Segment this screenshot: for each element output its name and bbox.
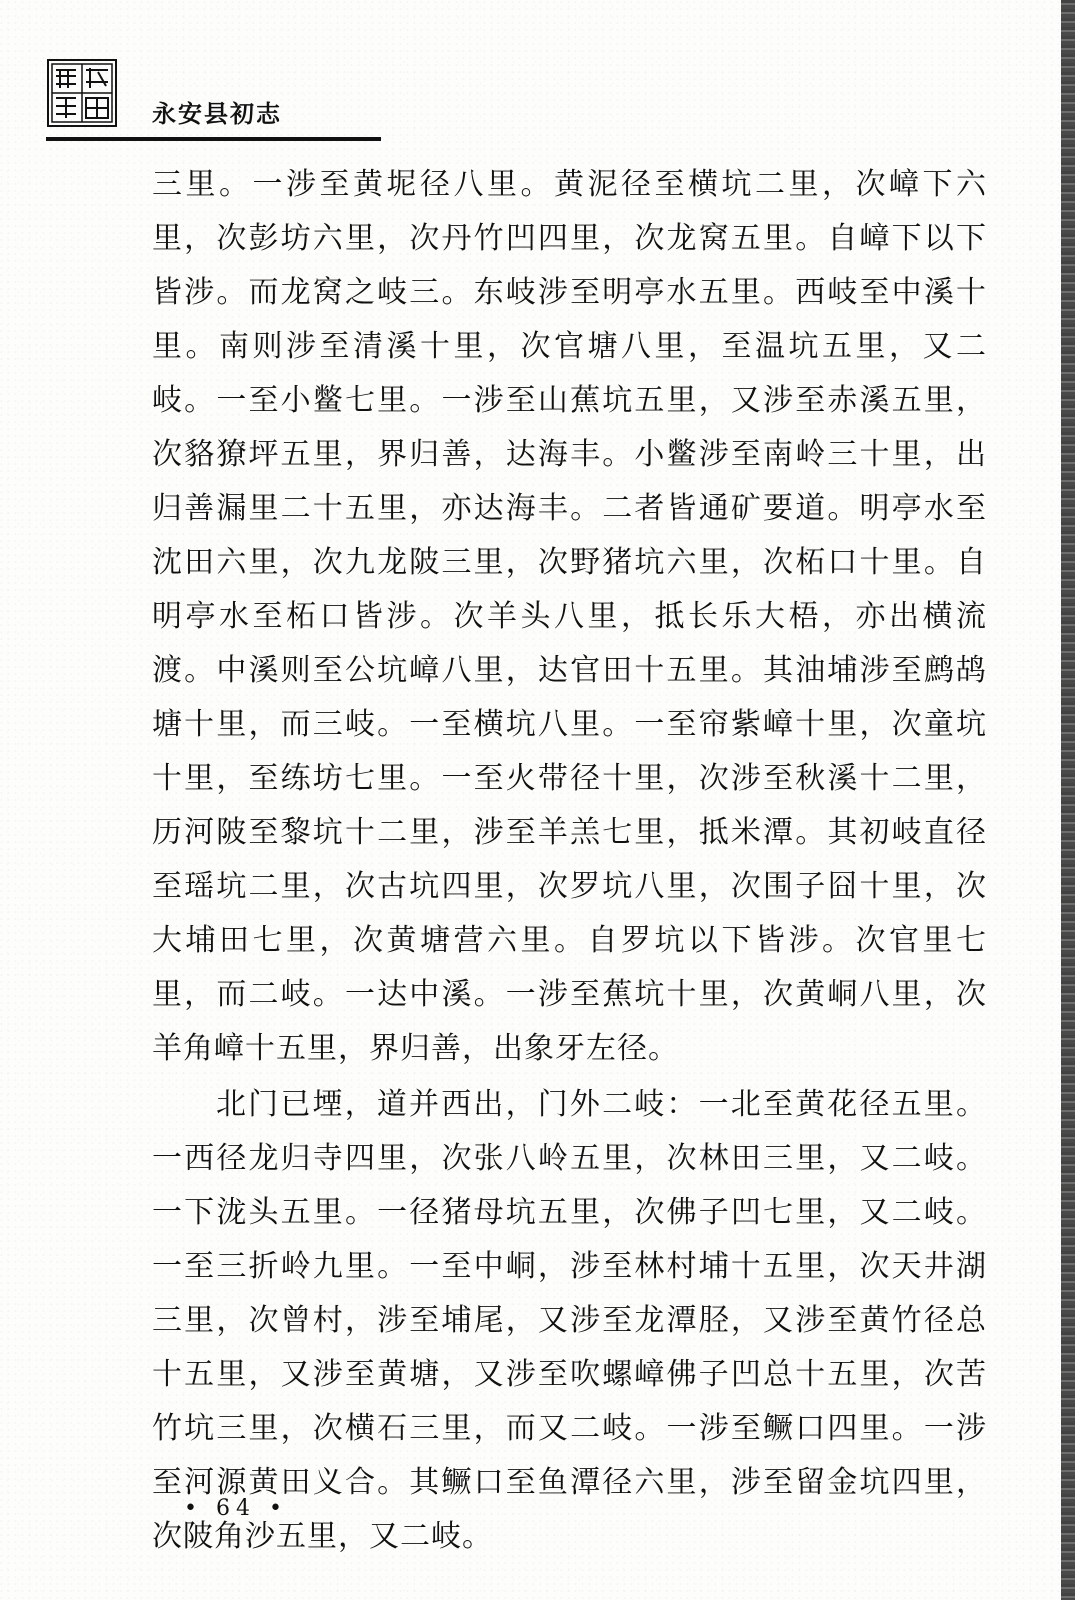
header-rule [46, 137, 381, 141]
scan-edge [1061, 0, 1075, 1600]
paragraph-1: 三里。一涉至黄坭径八里。黄泥径至横坑二里，次嶂下六里，次彭坊六里，次丹竹凹四里，次龙窝五里。自嶂下以下皆涉。而龙窝之岐三。东岐涉至明亭水五里。西岐至中溪十里。南则涉至清溪十里，次官塘八里，至温坑五里，又二岐。一至小鳖七里。一涉至山蕉坑五里，又涉至赤溪五里，次貉獠坪五里，界归善，达海丰。小鳖涉至南岭三十里，出归善漏里二十五里，亦达海丰。二者皆通矿要道。明亭水至沈田六里，次九龙陂三里，次野猪坑六里，次柘口十里。自明亭水至柘口皆涉。次羊头八里，抵长乐大梧，亦出横流渡。中溪则至公坑嶂八里，达官田十五里。其油埔涉至鹧鸪塘十里，而三岐。一至横坑八里。一至帘紫嶂十里，次童坑十里，至练坊七里。一至火带径十里，次涉至秋溪十二里，历河陂至黎坑十二里，涉至羊羔七里，抵米潭。其初岐直径至瑶坑二里，次古坑四里，次罗坑八里，次围子囧十里，次大埔田七里，次黄塘营六里。自罗坑以下皆涉。次官里七里，而二岐。一达中溪。一涉至蕉坑十里，次黄峒八里，次羊角嶂十五里，界归善，出象牙左径。 [152, 167, 987, 1066]
main-text [152, 158, 987, 1564]
page-number: • 64 • [184, 1496, 288, 1521]
paragraph-2: 北门已堙，道并西出，门外二岐：一北至黄花径五里。一西径龙归寺四里，次张八岭五里，次林田三里，又二岐。一下泷头五里。一径猪母坑五里，次佛子凹七里，又二岐。一至三折岭九里。一至中峒，涉至林村埔十五里，次天井湖三里，次曾村，涉至埔尾，又涉至龙潭胫，又涉至黄竹径总十五里，又涉至黄塘，又涉至吹螺嶂佛子凹总十五里，次苦竹坑三里，次横石三里，而又二岐。一涉至鳜口四里。一涉至河源黄田义合。其鳜口至鱼潭径六里，涉至留金坑四里，次陂角沙五里，又二岐。 [152, 1087, 987, 1554]
book-title: 永安县初志 [152, 100, 282, 128]
seal-logo-icon [46, 58, 118, 128]
